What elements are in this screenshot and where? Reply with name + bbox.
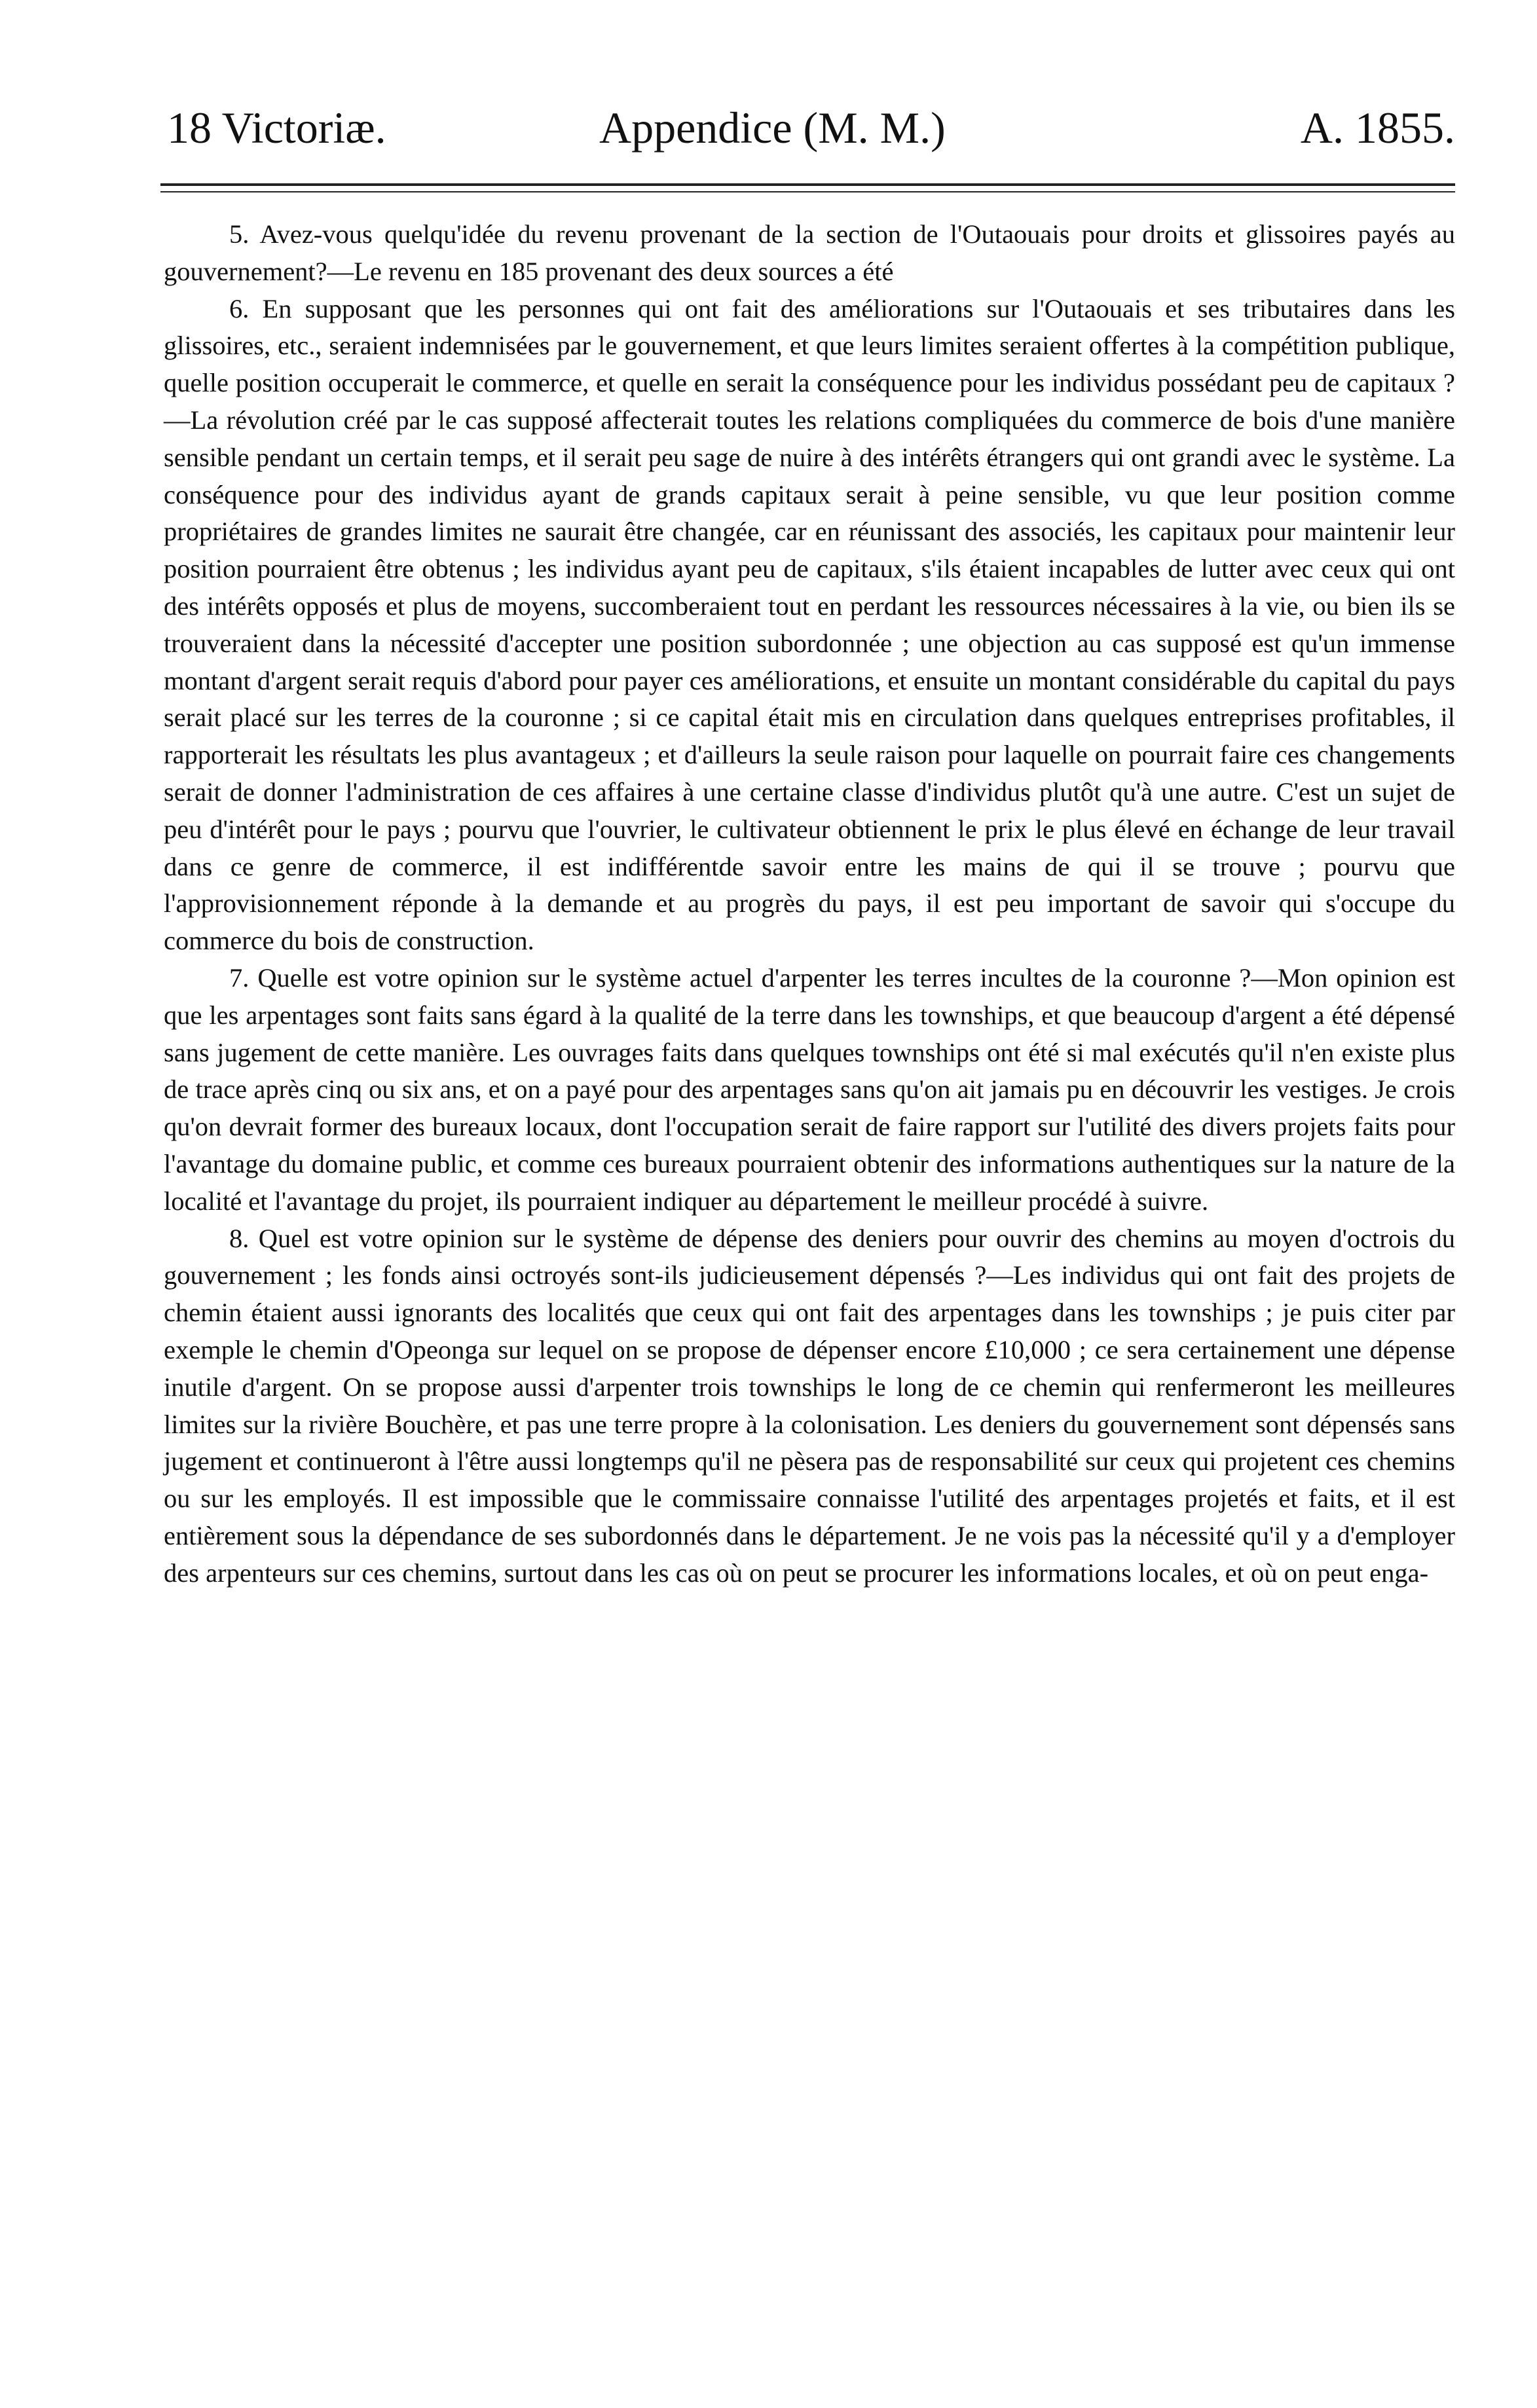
body-text xyxy=(164,216,1455,1592)
paragraph-number: 7. xyxy=(229,962,250,993)
header-rule-thick xyxy=(160,183,1455,186)
paragraph-6 xyxy=(164,291,1455,960)
header-session: 18 Victoriæ. xyxy=(167,103,386,153)
header-year: A. 1855. xyxy=(1300,103,1455,153)
paragraph-number: 5. xyxy=(229,219,250,249)
header-appendix: Appendice (M. M.) xyxy=(599,103,946,153)
paragraph-text: Quelle est votre opinion sur le système actuel d'arpenter les terres incultes de la couronne ?—Mon opinion est que les arpentages sont faits sans égard à la qualité de la terre dans les townships, et que beaucoup d'argent a été dépensé sans jugement de cette manière. Les ouvrages faits dans quelques townships ont été si mal exécutés qu'il n'en existe plus de trace après cinq ou six ans, et on a payé pour des arpentages sans qu'on ait jamais pu en découvrir les vestiges. Je crois qu'on devrait former des bureaux locaux, dont l'occupation serait de faire rapport sur l'utilité des divers projets faits pour l'avantage du domaine public, et comme ces bureaux pourraient obtenir des informations authentiques sur la nature de la localité et l'avantage du projet, ils pourraient indiquer au département le meilleur procédé à suivre. xyxy=(164,962,1455,1216)
paragraph-number: 8. xyxy=(229,1223,250,1253)
paragraph-text: Quel est votre opinion sur le système de dépense des deniers pour ouvrir des chemins au moyen d'octrois du gouvernement ; les fonds ainsi octroyés sont-ils judicieusement dépensés ?—Les individus qui ont fait des projets de chemin étaient aussi ignorants des localités que ceux qui ont fait des arpentages dans les townships ; je puis citer par exemple le chemin d'Opeonga sur lequel on se propose de dépenser encore £10,000 ; ce sera certainement une dépense inutile d'argent. On se propose aussi d'arpenter trois townships le long de ce chemin qui renfermeront les meilleures limites sur la rivière Bouchère, et pas une terre propre à la colonisation. Les deniers du gouvernement sont dépensés sans jugement et continueront à l'être aussi longtemps qu'il ne pèsera pas de responsabilité sur ceux qui projetent ces chemins ou sur les employés. Il est impossible que le commissaire connaisse l'utilité des arpentages projetés et faits, et il est entièrement sous la dépendance de ses subordonnés dans le département. Je ne vois pas la nécessité qu'il y a d'employer des arpenteurs sur ces chemins, surtout dans les cas où on peut se procurer les informations locales, et où on peut enga- xyxy=(164,1223,1456,1588)
paragraph-number: 6. xyxy=(229,293,250,323)
paragraph-7 xyxy=(164,960,1455,1220)
header-rule-thin xyxy=(160,191,1455,192)
paragraph-8 xyxy=(164,1220,1455,1592)
paragraph-text: Avez-vous quelqu'idée du revenu provenant de la section de l'Outaouais pour droits et glissoires payés au gouvernement?—Le revenu en 185 provenant des deux sources a été xyxy=(164,219,1455,286)
paragraph-text: En supposant que les personnes qui ont fait des améliorations sur l'Outaouais et ses tributaires dans les glissoires, etc., seraient indemnisées par le gouvernement, et que leurs limites seraient offertes à la compétition publique, quelle position occuperait le commerce, et quelle en serait la conséquence pour les individus possédant peu de capitaux ?—La révolution créé par le cas supposé affecterait toutes les relations compliquées du commerce de bois d'une manière sensible pendant un certain temps, et il serait peu sage de nuire à des intérêts étrangers qui ont grandi avec le système. La conséquence pour des individus ayant de grands capitaux serait à peine sensible, vu que leur position comme propriétaires de grandes limites ne saurait être changée, car en réunissant des associés, les capitaux pour maintenir leur position pourraient être obtenus ; les individus ayant peu de capitaux, s'ils étaient incapables de lutter avec ceux qui ont des intérêts opposés et plus de moyens, succomberaient tout en perdant les ressources nécessaires à la vie, ou bien ils se trouveraient dans la nécessité d'accepter une position subordonnée ; une objection au cas supposé est qu'un immense montant d'argent serait requis d'abord pour payer ces améliorations, et ensuite un montant considérable du capital du pays serait placé sur les terres de la couronne ; si ce capital était mis en circulation dans quelques entreprises profitables, il rapporterait les résultats les plus avantageux ; et d'ailleurs la seule raison pour laquelle on pourrait faire ces changements serait de donner l'administration de ces affaires à une certaine classe d'individus plutôt qu'à une autre. C'est un sujet de peu d'intérêt pour le pays ; pourvu que l'ouvrier, le cultivateur obtiennent le prix le plus élevé en échange de leur travail dans ce genre de commerce, il est indifférentde savoir entre les mains de qui il se trouve ; pourvu que l'approvisionnement réponde à la demande et au progrès du pays, il est peu important de savoir qui s'occupe du commerce du bois de construction. xyxy=(164,293,1455,956)
paragraph-5 xyxy=(164,216,1455,291)
page-header xyxy=(167,92,1455,164)
